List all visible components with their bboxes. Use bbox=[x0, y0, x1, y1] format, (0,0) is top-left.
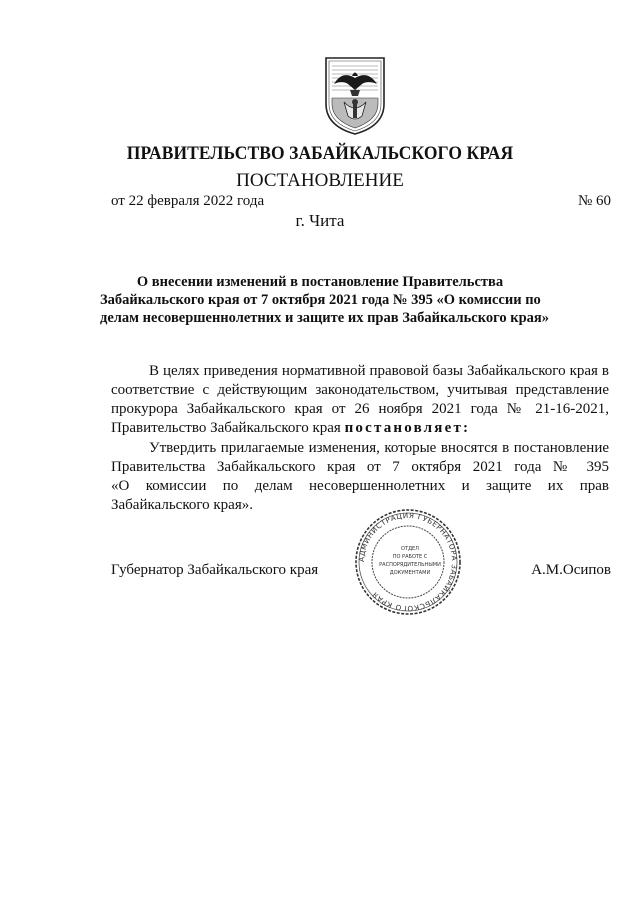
subject-line: Забайкальского края от 7 октября 2021 года № 395 «О комиссии по bbox=[100, 292, 541, 308]
subject-line: делам несовершеннолетних и защите их прав Забайкальского края» bbox=[100, 310, 549, 326]
document-type: ПОСТАНОВЛЕНИЕ bbox=[236, 170, 404, 191]
stamp-center-line: РАСПОРЯДИТЕЛЬНЫМИ bbox=[379, 562, 441, 568]
resolution-keyword: постановляет: bbox=[344, 420, 471, 436]
paragraph-line: прокурора Забайкальского края от 26 ноября 2021 года № 21-16-2021, bbox=[111, 401, 609, 417]
paragraph-line: Утвердить прилагаемые изменения, которые вносятся в постановление bbox=[149, 440, 609, 456]
signatory-name: А.М.Осипов bbox=[531, 562, 611, 578]
stamp-ring-text: АДМИНИСТРАЦИЯ ГУБЕРНАТОРА ЗАБАЙКАЛЬСКОГО КРАЯ bbox=[356, 510, 460, 614]
stamp-center-line: ДОКУМЕНТАМИ bbox=[389, 570, 431, 576]
paragraph-line: «О комиссии по делам несовершеннолетних и защите их прав bbox=[111, 478, 609, 494]
paragraph-line: Правительства Забайкальского края от 7 октября 2021 года № 395 bbox=[111, 459, 609, 475]
coat-of-arms-emblem bbox=[322, 54, 388, 136]
paragraph-line: соответствие с действующим законодательством, учитывая представление bbox=[111, 382, 609, 398]
paragraph-resolution bbox=[111, 439, 609, 515]
document-subject bbox=[100, 273, 549, 327]
document-number: № 60 bbox=[577, 193, 611, 209]
signatory-role: Губернатор Забайкальского края bbox=[111, 562, 319, 578]
paragraph-line: В целях приведения нормативной правовой базы Забайкальского края в bbox=[149, 363, 609, 379]
paragraph-preamble bbox=[111, 362, 609, 438]
paragraph-text: Правительство Забайкальского края bbox=[111, 420, 345, 436]
paragraph-line bbox=[111, 419, 609, 438]
official-stamp bbox=[353, 506, 463, 618]
document-city: г. Чита bbox=[295, 211, 345, 230]
document-date: от 22 февраля 2022 года bbox=[111, 193, 265, 209]
stamp-center-line: ПО РАБОТЕ С bbox=[392, 554, 428, 560]
paragraph-line: Забайкальского края». bbox=[111, 497, 253, 513]
subject-line: О внесении изменений в постановление Правительства bbox=[136, 274, 504, 290]
stamp-center-line: ОТДЕЛ bbox=[401, 546, 419, 552]
government-title: ПРАВИТЕЛЬСТВО ЗАБАЙКАЛЬСКОГО КРАЯ bbox=[126, 143, 514, 164]
